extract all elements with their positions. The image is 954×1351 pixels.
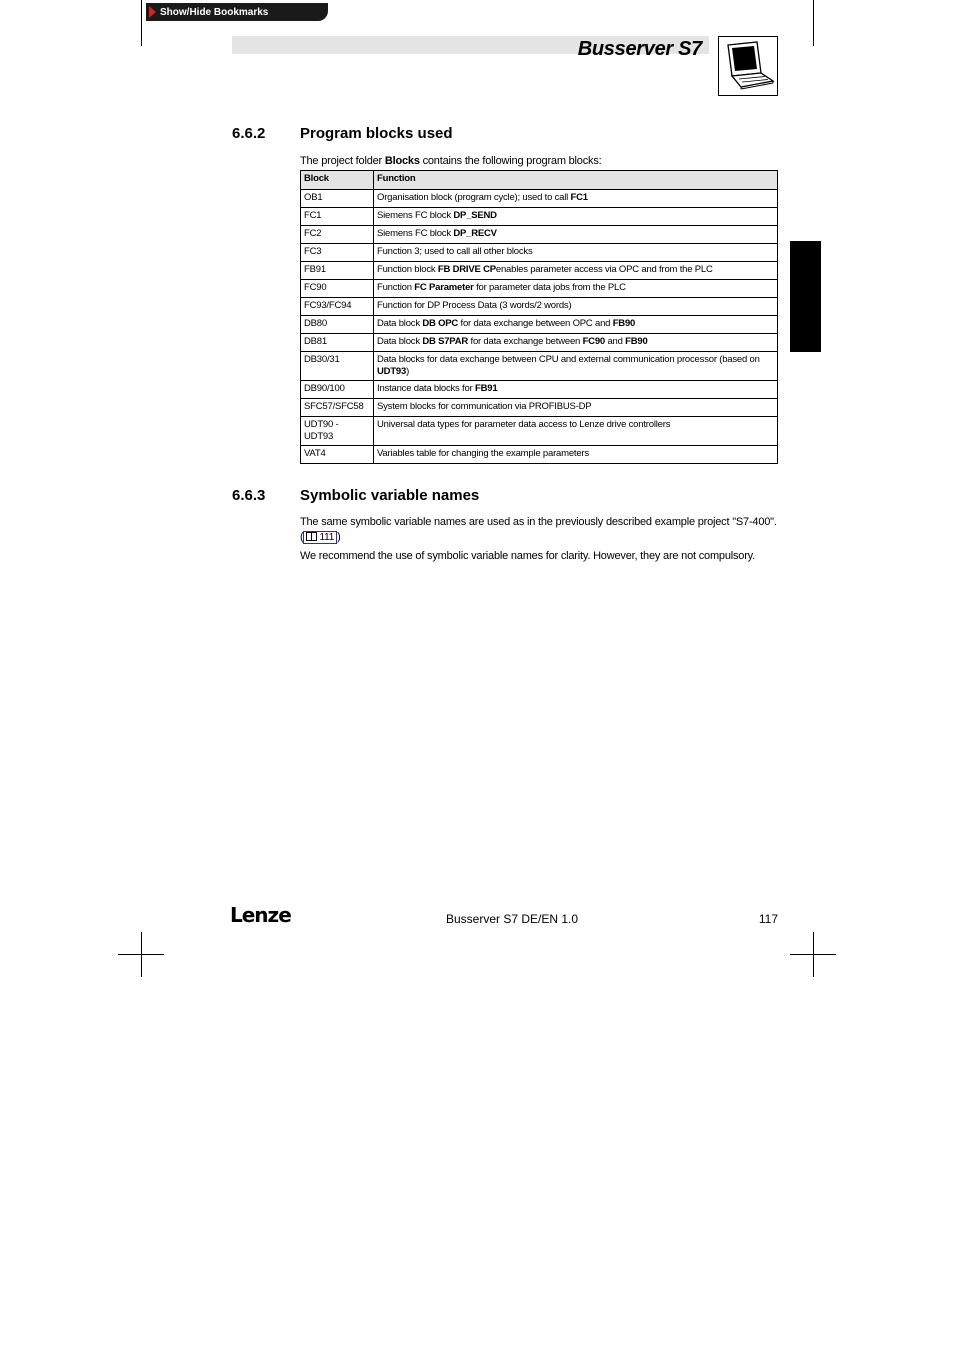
section-number: 6.6.3 xyxy=(232,487,266,504)
section-paragraph: We recommend the use of symbolic variable names for clarity. However, they are not compulsory. xyxy=(300,550,756,562)
section-title: Symbolic variable names xyxy=(300,487,480,504)
block-cell: FC1 xyxy=(301,208,374,226)
block-cell: FC93/FC94 xyxy=(301,298,374,316)
function-cell: Organisation block (program cycle); used to call FC1 xyxy=(374,190,778,208)
function-cell: Siemens FC block DP_RECV xyxy=(374,226,778,244)
crop-mark xyxy=(141,932,142,977)
function-cell: System blocks for communication via PROFIBUS-DP xyxy=(374,399,778,417)
table-row xyxy=(301,280,778,298)
block-cell: OB1 xyxy=(301,190,374,208)
block-cell: VAT4 xyxy=(301,446,374,464)
table-row xyxy=(301,381,778,399)
block-cell: FC3 xyxy=(301,244,374,262)
section-number: 6.6.2 xyxy=(232,125,266,142)
function-cell: Data blocks for data exchange between CPU and external communication processor (based on UDT93) xyxy=(374,352,778,381)
program-blocks-table xyxy=(300,170,778,464)
block-cell: DB81 xyxy=(301,334,374,352)
lenze-logo: Lenze xyxy=(230,903,291,927)
book-icon xyxy=(306,532,317,541)
page-number: 117 xyxy=(758,912,778,926)
function-cell: Function for DP Process Data (3 words/2 words) xyxy=(374,298,778,316)
show-hide-bookmarks-button[interactable] xyxy=(146,3,328,21)
crop-mark xyxy=(141,0,142,46)
function-cell: Function block FB DRIVE CPenables parameter access via OPC and from the PLC xyxy=(374,262,778,280)
table-row xyxy=(301,352,778,381)
block-cell: SFC57/SFC58 xyxy=(301,399,374,417)
table-row xyxy=(301,244,778,262)
footer-document-id: Busserver S7 DE/EN 1.0 xyxy=(446,912,579,926)
function-cell: Data block DB OPC for data exchange between OPC and FB90 xyxy=(374,316,778,334)
table-row xyxy=(301,399,778,417)
section-paragraph: The same symbolic variable names are used as in the previously described example project "S7-400". ( 111 ) xyxy=(300,516,777,543)
block-cell: DB30/31 xyxy=(301,352,374,381)
table-row xyxy=(301,417,778,446)
block-cell: DB80 xyxy=(301,316,374,334)
table-row xyxy=(301,298,778,316)
table-row xyxy=(301,316,778,334)
function-cell: Variables table for changing the example parameters xyxy=(374,446,778,464)
table-row xyxy=(301,190,778,208)
section-title: Program blocks used xyxy=(300,125,453,142)
column-header-function: Function xyxy=(374,171,778,190)
column-header-block: Block xyxy=(301,171,374,190)
function-cell: Function FC Parameter for parameter data jobs from the PLC xyxy=(374,280,778,298)
function-cell: Siemens FC block DP_SEND xyxy=(374,208,778,226)
block-cell: UDT90 - UDT93 xyxy=(301,417,374,446)
table-header-row xyxy=(301,171,778,190)
function-cell: Universal data types for parameter data access to Lenze drive controllers xyxy=(374,417,778,446)
block-cell: FC90 xyxy=(301,280,374,298)
table-row xyxy=(301,446,778,464)
crop-mark xyxy=(813,0,814,46)
table-row xyxy=(301,262,778,280)
block-cell: FC2 xyxy=(301,226,374,244)
chapter-side-tab xyxy=(790,241,821,352)
function-cell: Data block DB S7PAR for data exchange between FC90 and FB90 xyxy=(374,334,778,352)
block-cell: FB91 xyxy=(301,262,374,280)
crop-mark xyxy=(813,932,814,977)
table-row xyxy=(301,226,778,244)
page-reference-link[interactable]: 111 xyxy=(303,531,337,544)
section-intro: The project folder Blocks contains the following program blocks: xyxy=(300,155,602,167)
triangle-right-icon xyxy=(149,6,156,18)
block-cell: DB90/100 xyxy=(301,381,374,399)
laptop-icon xyxy=(718,36,778,96)
bookmarks-label: Show/Hide Bookmarks xyxy=(160,6,269,18)
page-header-title: Busserver S7 xyxy=(577,38,702,60)
table-row xyxy=(301,334,778,352)
function-cell: Function 3; used to call all other blocks xyxy=(374,244,778,262)
function-cell: Instance data blocks for FB91 xyxy=(374,381,778,399)
table-row xyxy=(301,208,778,226)
